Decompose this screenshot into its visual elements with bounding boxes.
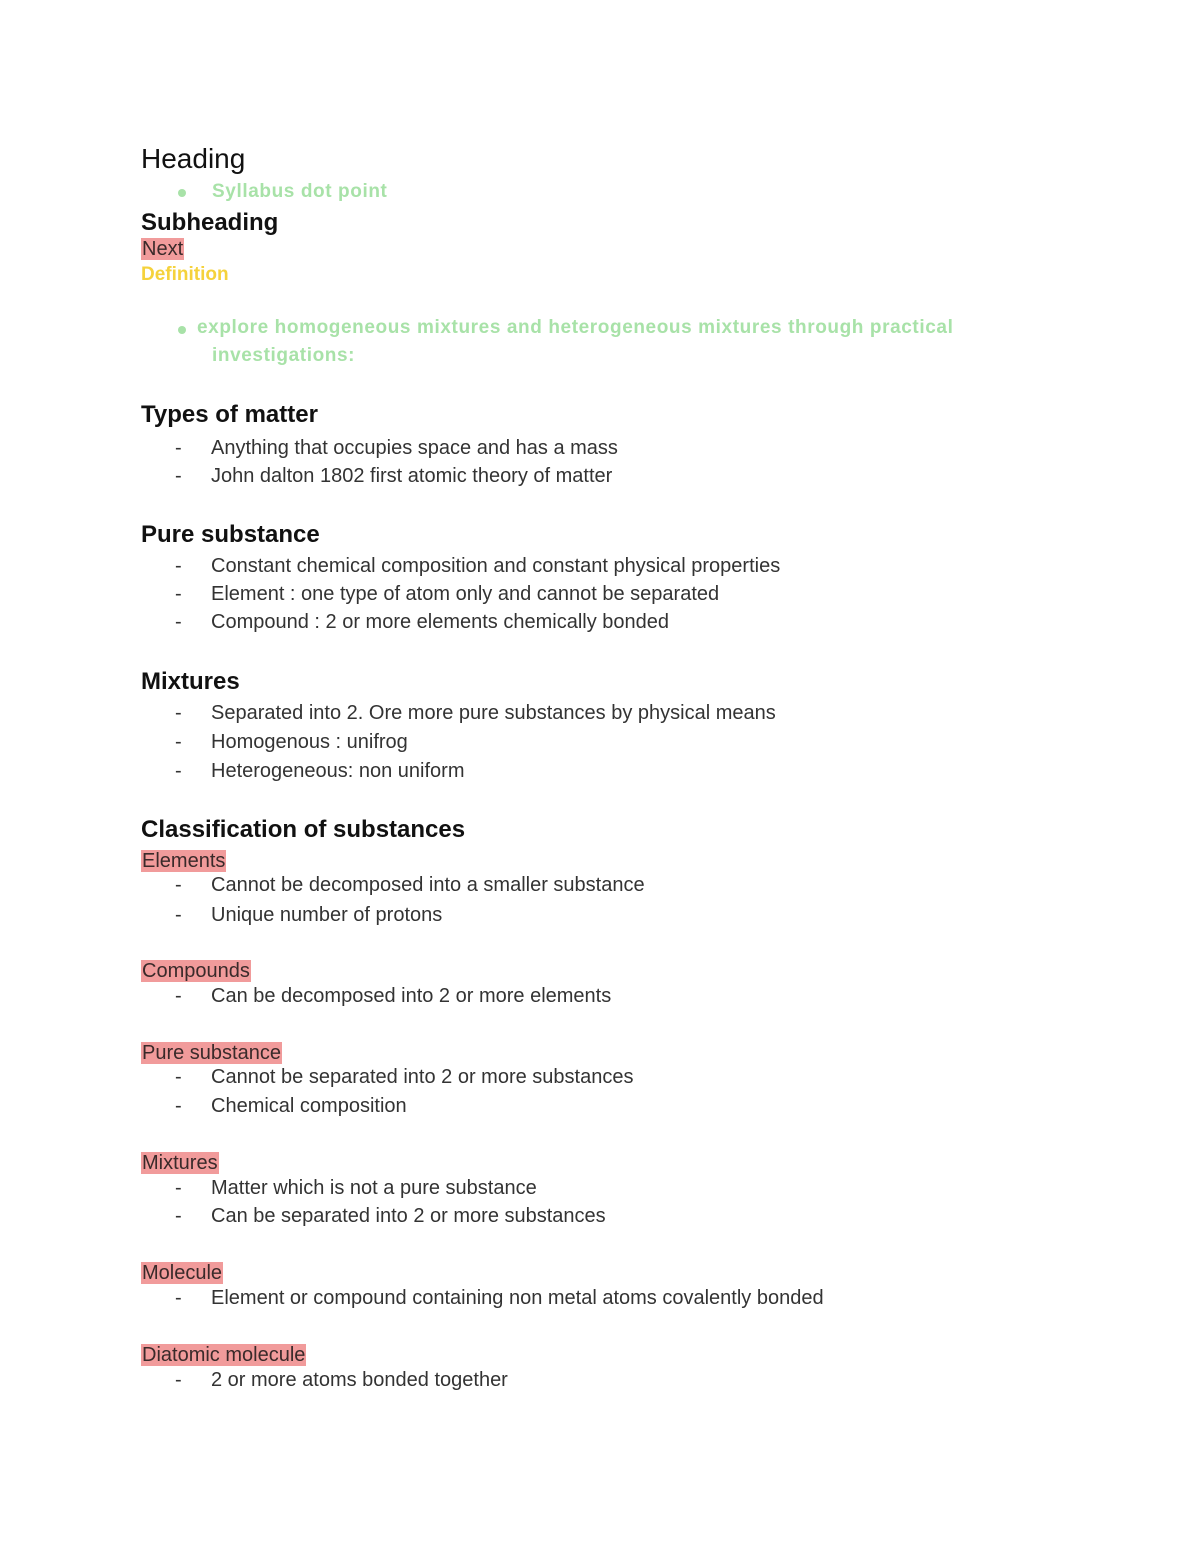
dash-bullet: - bbox=[175, 760, 182, 782]
list-item: - Cannot be decomposed into a smaller substance bbox=[175, 874, 645, 896]
dash-bullet: - bbox=[175, 1066, 182, 1088]
definition-label: Definition bbox=[141, 264, 229, 285]
list-item: - Heterogeneous: non uniform bbox=[175, 760, 465, 782]
list-item: - 2 or more atoms bonded together bbox=[175, 1369, 508, 1391]
list-item: - Constant chemical composition and constant physical properties bbox=[175, 555, 781, 577]
list-item: - Cannot be separated into 2 or more substances bbox=[175, 1066, 634, 1088]
dash-bullet: - bbox=[175, 465, 182, 487]
list-item: - Can be separated into 2 or more substances bbox=[175, 1205, 606, 1227]
dash-bullet: - bbox=[175, 1205, 182, 1227]
dash-bullet: - bbox=[175, 611, 182, 633]
section-title: Pure substance bbox=[141, 521, 320, 548]
dash-bullet: - bbox=[175, 1369, 182, 1391]
dash-bullet: - bbox=[175, 1095, 182, 1117]
dash-bullet: - bbox=[175, 1287, 182, 1309]
classification-title: Classification of substances bbox=[141, 816, 466, 843]
dash-bullet: - bbox=[175, 904, 182, 926]
group-label-highlight: Compounds bbox=[142, 960, 250, 982]
list-item: - Anything that occupies space and has a mass bbox=[175, 437, 618, 459]
group-label-highlight: Pure substance bbox=[142, 1042, 281, 1064]
doc-subheading: Subheading bbox=[141, 209, 279, 236]
group-label-highlight: Mixtures bbox=[142, 1152, 218, 1174]
next-highlight: Next bbox=[142, 238, 184, 260]
syllabus-point bbox=[141, 317, 1041, 373]
syllabus-point-line1: explore homogeneous mixtures and heterogeneous mixtures through practical bbox=[197, 317, 954, 338]
list-item: - Element : one type of atom only and cannot be separated bbox=[175, 583, 720, 605]
dash-bullet: - bbox=[175, 583, 182, 605]
dash-bullet: - bbox=[175, 702, 182, 724]
list-item: - Separated into 2. Ore more pure substances by physical means bbox=[175, 702, 776, 724]
bullet-dot-icon bbox=[178, 326, 186, 334]
list-item: - John dalton 1802 first atomic theory of matter bbox=[175, 465, 613, 487]
list-item: - Matter which is not a pure substance bbox=[175, 1177, 537, 1199]
dash-bullet: - bbox=[175, 985, 182, 1007]
list-item: - Chemical composition bbox=[175, 1095, 407, 1117]
list-item: - Unique number of protons bbox=[175, 904, 443, 926]
bullet-dot-icon bbox=[178, 189, 186, 197]
list-item: - Compound : 2 or more elements chemically bonded bbox=[175, 611, 670, 633]
group-label-highlight: Diatomic molecule bbox=[142, 1344, 306, 1366]
syllabus-sample-row bbox=[141, 181, 941, 205]
dash-bullet: - bbox=[175, 555, 182, 577]
list-item: - Element or compound containing non metal atoms covalently bonded bbox=[175, 1287, 824, 1309]
syllabus-point-line2: investigations: bbox=[212, 345, 356, 366]
syllabus-sample: Syllabus dot point bbox=[212, 181, 388, 202]
list-item: - Homogenous : unifrog bbox=[175, 731, 408, 753]
section-title: Mixtures bbox=[141, 668, 240, 695]
dash-bullet: - bbox=[175, 437, 182, 459]
dash-bullet: - bbox=[175, 731, 182, 753]
group-label-highlight: Elements bbox=[142, 850, 226, 872]
list-item: - Can be decomposed into 2 or more elements bbox=[175, 985, 612, 1007]
group-label-highlight: Molecule bbox=[142, 1262, 223, 1284]
section-title: Types of matter bbox=[141, 401, 318, 428]
doc-heading: Heading bbox=[141, 143, 246, 174]
dash-bullet: - bbox=[175, 1177, 182, 1199]
dash-bullet: - bbox=[175, 874, 182, 896]
